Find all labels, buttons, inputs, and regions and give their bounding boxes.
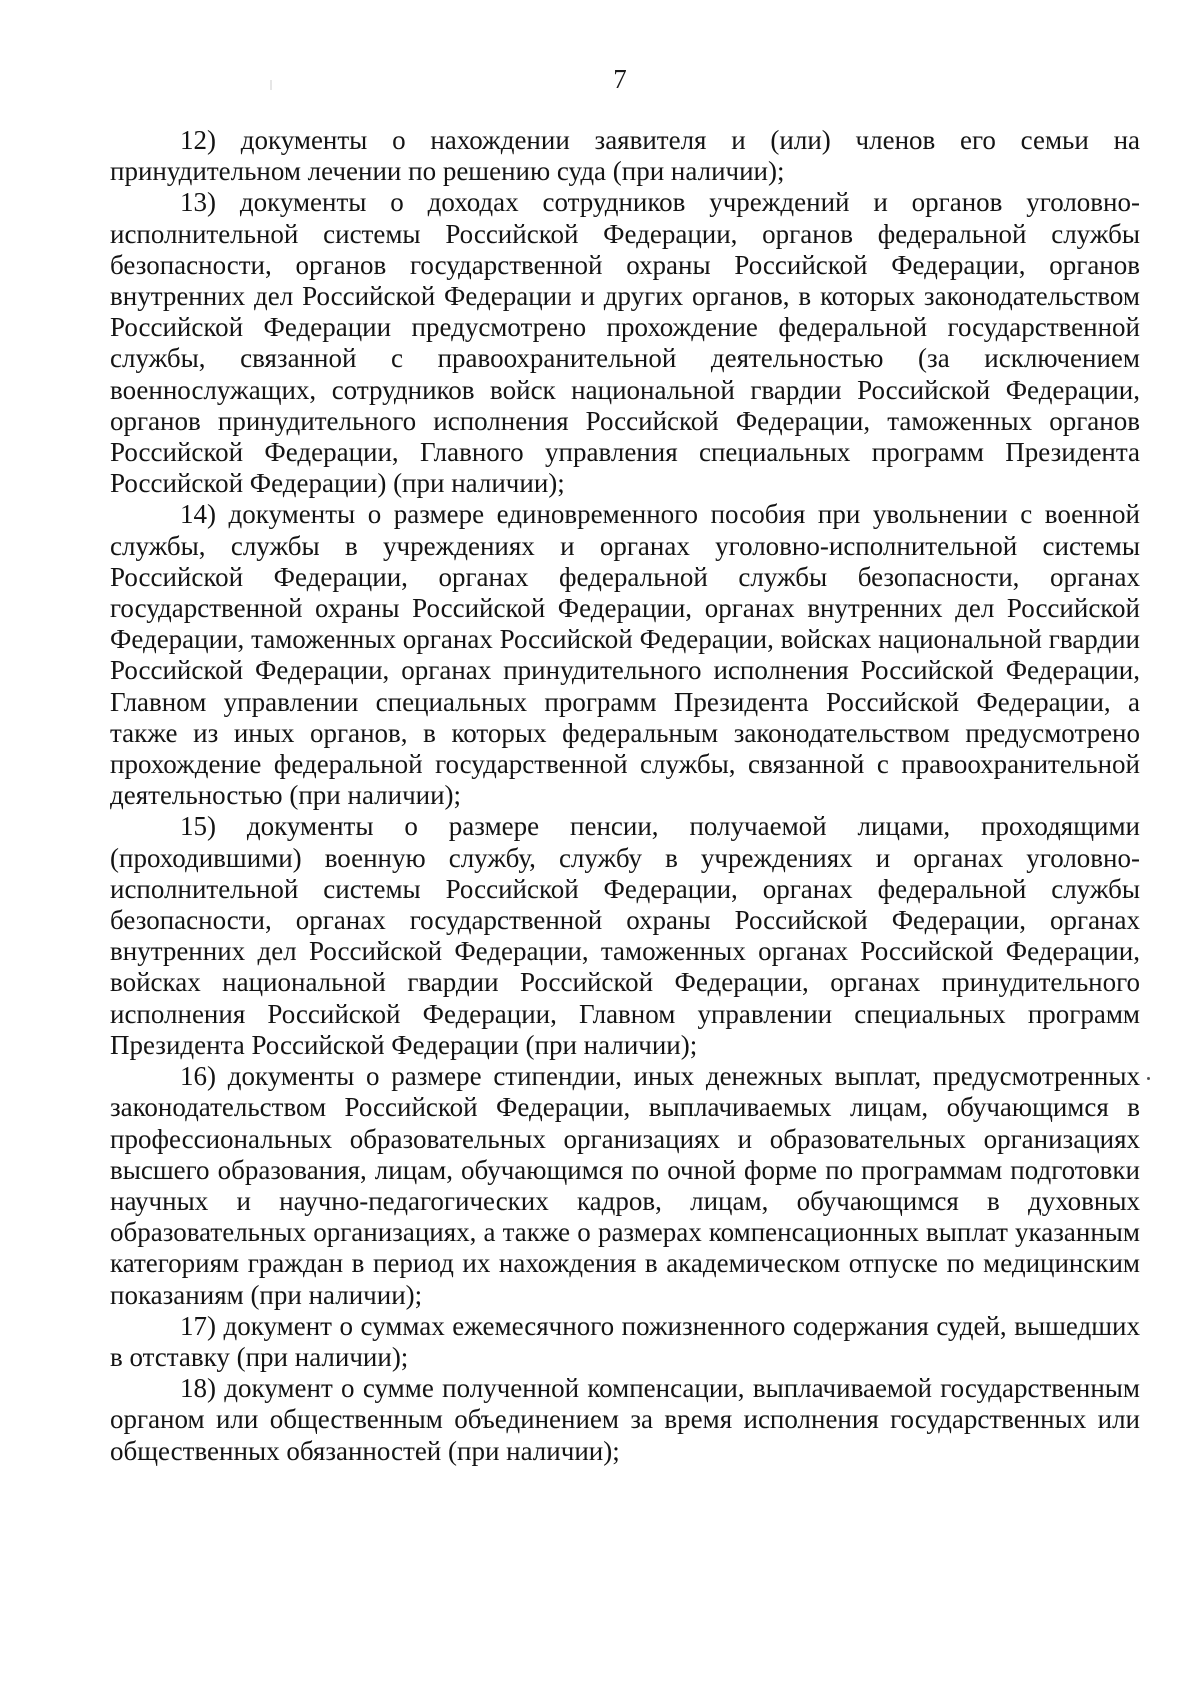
document-body (110, 125, 1140, 1467)
list-item-18: 18) документ о сумме полученной компенсации, выплачиваемой государственным органом или общественным объединением за время исполнения государственных или общественных обязанностей (при наличии); (110, 1373, 1140, 1466)
list-item-13: 13) документы о доходах сотрудников учреждений и органов уголовно-исполнительной системы Российской Федерации, органов федеральной службы безопасности, органов государственной охраны Российской Федерации, органов внутренних дел Российской Федерации и других органов, в которых законодательством Российской Федерации предусмотрено прохождение федеральной государственной службы, связанной с правоохранительной деятельностью (за исключением военнослужащих, сотрудников войск национальной гвардии Российской Федерации, органов принудительного исполнения Российской Федерации, таможенных органов Российской Федерации, Главного управления специальных программ Президента Российской Федерации) (при наличии); (110, 187, 1140, 499)
list-item-16: 16) документы о размере стипендии, иных денежных выплат, предусмотренных законодательством Российской Федерации, выплачиваемых лицам, обучающимся в профессиональных образовательных организациях и образовательных организациях высшего образования, лицам, обучающимся по очной форме по программам подготовки научных и научно-педагогических кадров, лицам, обучающимся в духовных образовательных организациях, а также о размерах компенсационных выплат указанным категориям граждан в период их нахождения в академическом отпуске по медицинским показаниям (при наличии); (110, 1061, 1140, 1310)
page-number: 7 (613, 64, 627, 94)
list-item-15: 15) документы о размере пенсии, получаемой лицами, проходящими (проходившими) военную службу, службу в учреждениях и органах уголовно-исполнительной системы Российской Федерации, органах федеральной службы безопасности, органах государственной охраны Российской Федерации, органах внутренних дел Российской Федерации, таможенных органах Российской Федерации, войсках национальной гвардии Российской Федерации, органах принудительного исполнения Российской Федерации, Главном управлении специальных программ Президента Российской Федерации (при наличии); (110, 811, 1140, 1060)
list-item-14: 14) документы о размере единовременного пособия при увольнении с военной службы, службы в учреждениях и органах уголовно-исполнительной системы Российской Федерации, органах федеральной службы безопасности, органах государственной охраны Российской Федерации, органах внутренних дел Российской Федерации, таможенных органах Российской Федерации, войсках национальной гвардии Российской Федерации, органах принудительного исполнения Российской Федерации, Главном управлении специальных программ Президента Российской Федерации, а также из иных органов, в которых федеральным законодательством предусмотрено прохождение федеральной государственной службы, связанной с правоохранительной деятельностью (при наличии); (110, 499, 1140, 811)
scan-speck (1147, 1077, 1150, 1080)
list-item-12: 12) документы о нахождении заявителя и (или) членов его семьи на принудительном лечении по решению суда (при наличии); (110, 125, 1140, 187)
list-item-17: 17) документ о суммах ежемесячного пожизненного содержания судей, вышедших в отставку (при наличии); (110, 1310, 1140, 1372)
